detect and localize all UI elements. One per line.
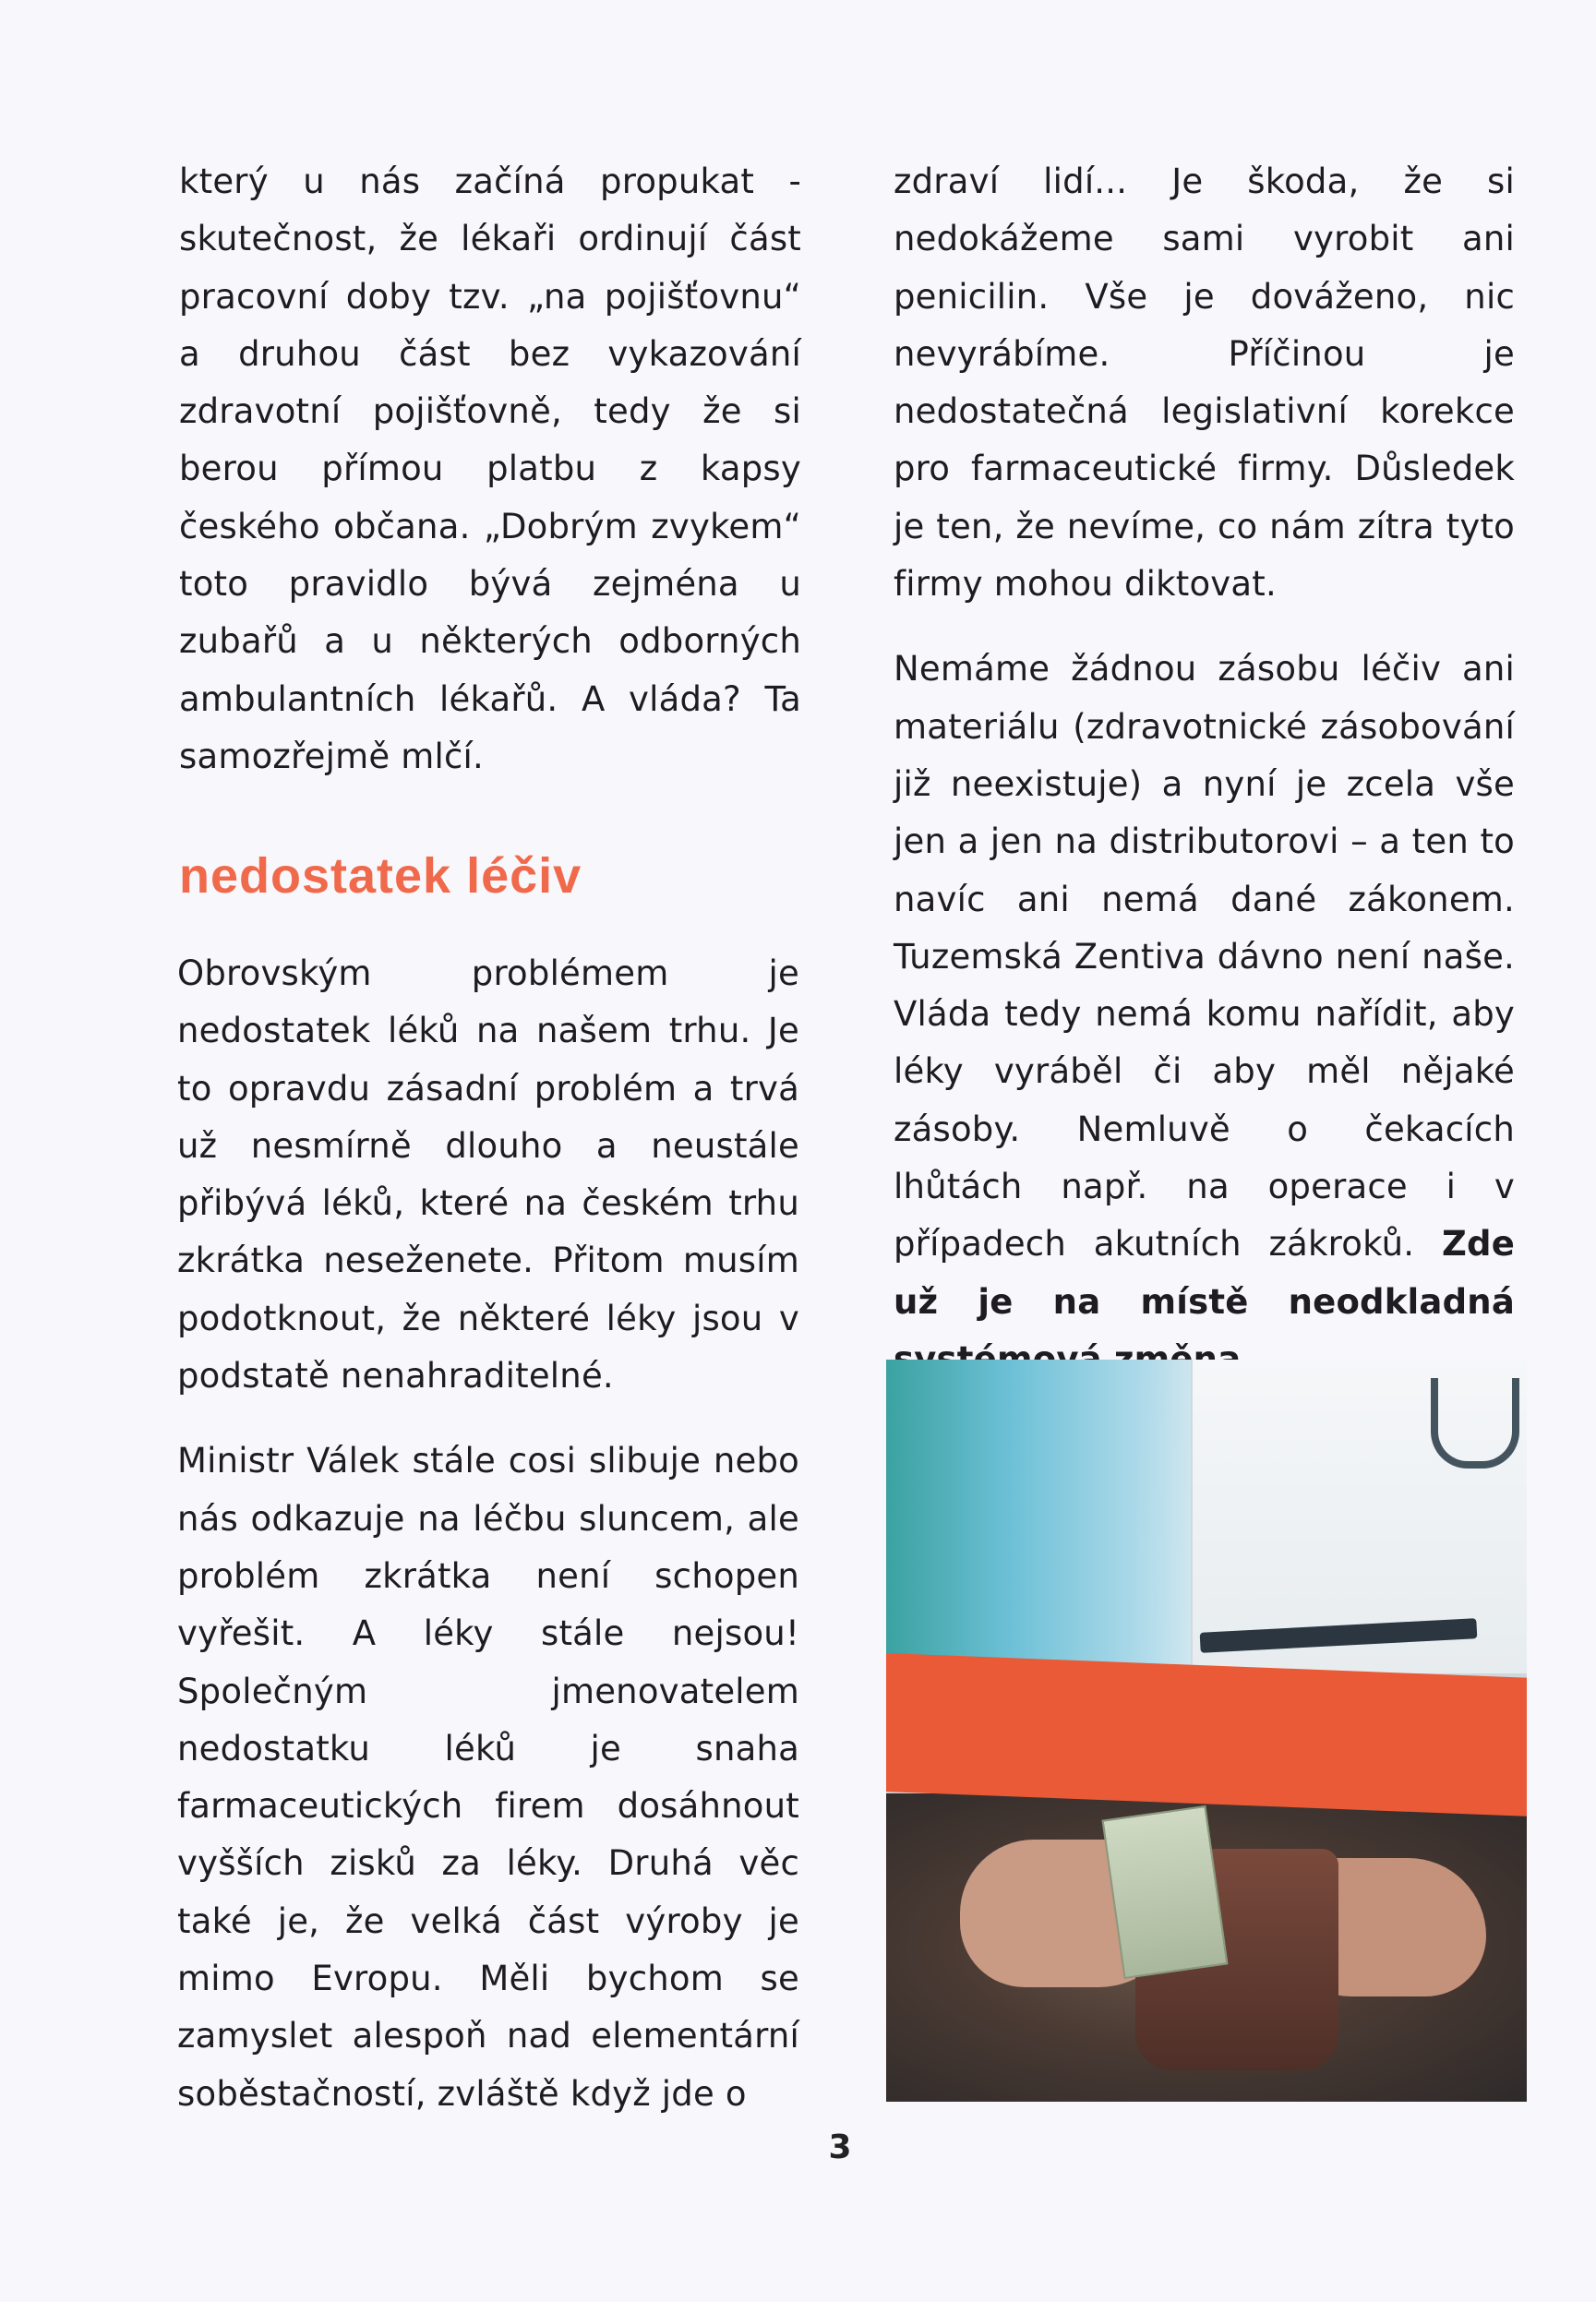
left-column-body bbox=[177, 945, 799, 2123]
page-number: 3 bbox=[828, 2128, 852, 2166]
intro-paragraph: který u nás začíná propukat - skutečnost, že lékaři ordinují část pracovní doby tzv. „na pojišťovnu“ a druhou část bez vykazování zdravotní pojišťovně, tedy že si berou přímou platbu z kapsy českého občana. „Dobrým zvykem“ toto pravidlo bývá zejména u zubařů a u některých odborných ambulantních lékařů. A vláda? Ta samozřejmě mlčí. bbox=[179, 162, 801, 776]
banknote bbox=[1101, 1805, 1228, 1979]
paragraph-shortage: Obrovským problémem je nedostatek léků na našem trhu. Je to opravdu zásadní problém a trvá už nesmírně dlouho a neustále přibývá léků, které na českém trhu zkrátka neseženete. Přitom musím podotknout, že některé léky jsou v podstatě nenahraditelné. bbox=[177, 953, 799, 1397]
paragraph-health: zdraví lidí... Je škoda, že si nedokážeme sami vyrobit ani penicilin. Vše je dováženo, nic nevyrábíme. Příčinou je nedostatečná legislativní korekce pro farmaceutické firmy. Důsledek je ten, že nevíme, co nám zítra tyto firmy mohou diktovat. bbox=[894, 162, 1515, 605]
paragraph-supplies bbox=[894, 641, 1515, 1388]
red-band bbox=[886, 1653, 1527, 1817]
emphasis-text: Zde už je na místě neodkladná bbox=[894, 1224, 1515, 1322]
left-column-top bbox=[179, 153, 801, 785]
section-heading: nedostatek léčiv bbox=[179, 848, 582, 904]
stethoscope-icon bbox=[1431, 1378, 1519, 1469]
right-column bbox=[894, 153, 1515, 1388]
paragraph-minister: Ministr Válek stále cosi slibuje nebo nás odkazuje na léčbu sluncem, ale problém zkrátka není schopen vyřešit. A léky stále nejsou! Společným jmenovatelem nedostatku léků je snaha farmaceutických firem dosáhnout vyšších zisků za léky. Druhá věc také je, že velká část výroby je mimo Evropu. Měli bychom se zamyslet alespoň nad elementární soběstačností, zvláště když jde o bbox=[177, 1441, 799, 2114]
paragraph-supplies-text: Nemáme žádnou zásobu léčiv ani materiálu (zdravotnické zásobování již neexistuje) a nyní je zcela vše jen a jen na distributorovi – a ten to navíc ani nemá dané zákonem. Tuzemská Zentiva dávno není naše. Vláda tedy nemá komu nařídit, aby léky vyráběl či aby měl nějaké zásoby. Nemluvě o čekacích lhůtách např. na operace i v případech akutních zákroků. bbox=[894, 649, 1515, 1265]
article-photo bbox=[886, 1360, 1527, 2102]
nurse-scrubs bbox=[886, 1360, 1237, 1673]
